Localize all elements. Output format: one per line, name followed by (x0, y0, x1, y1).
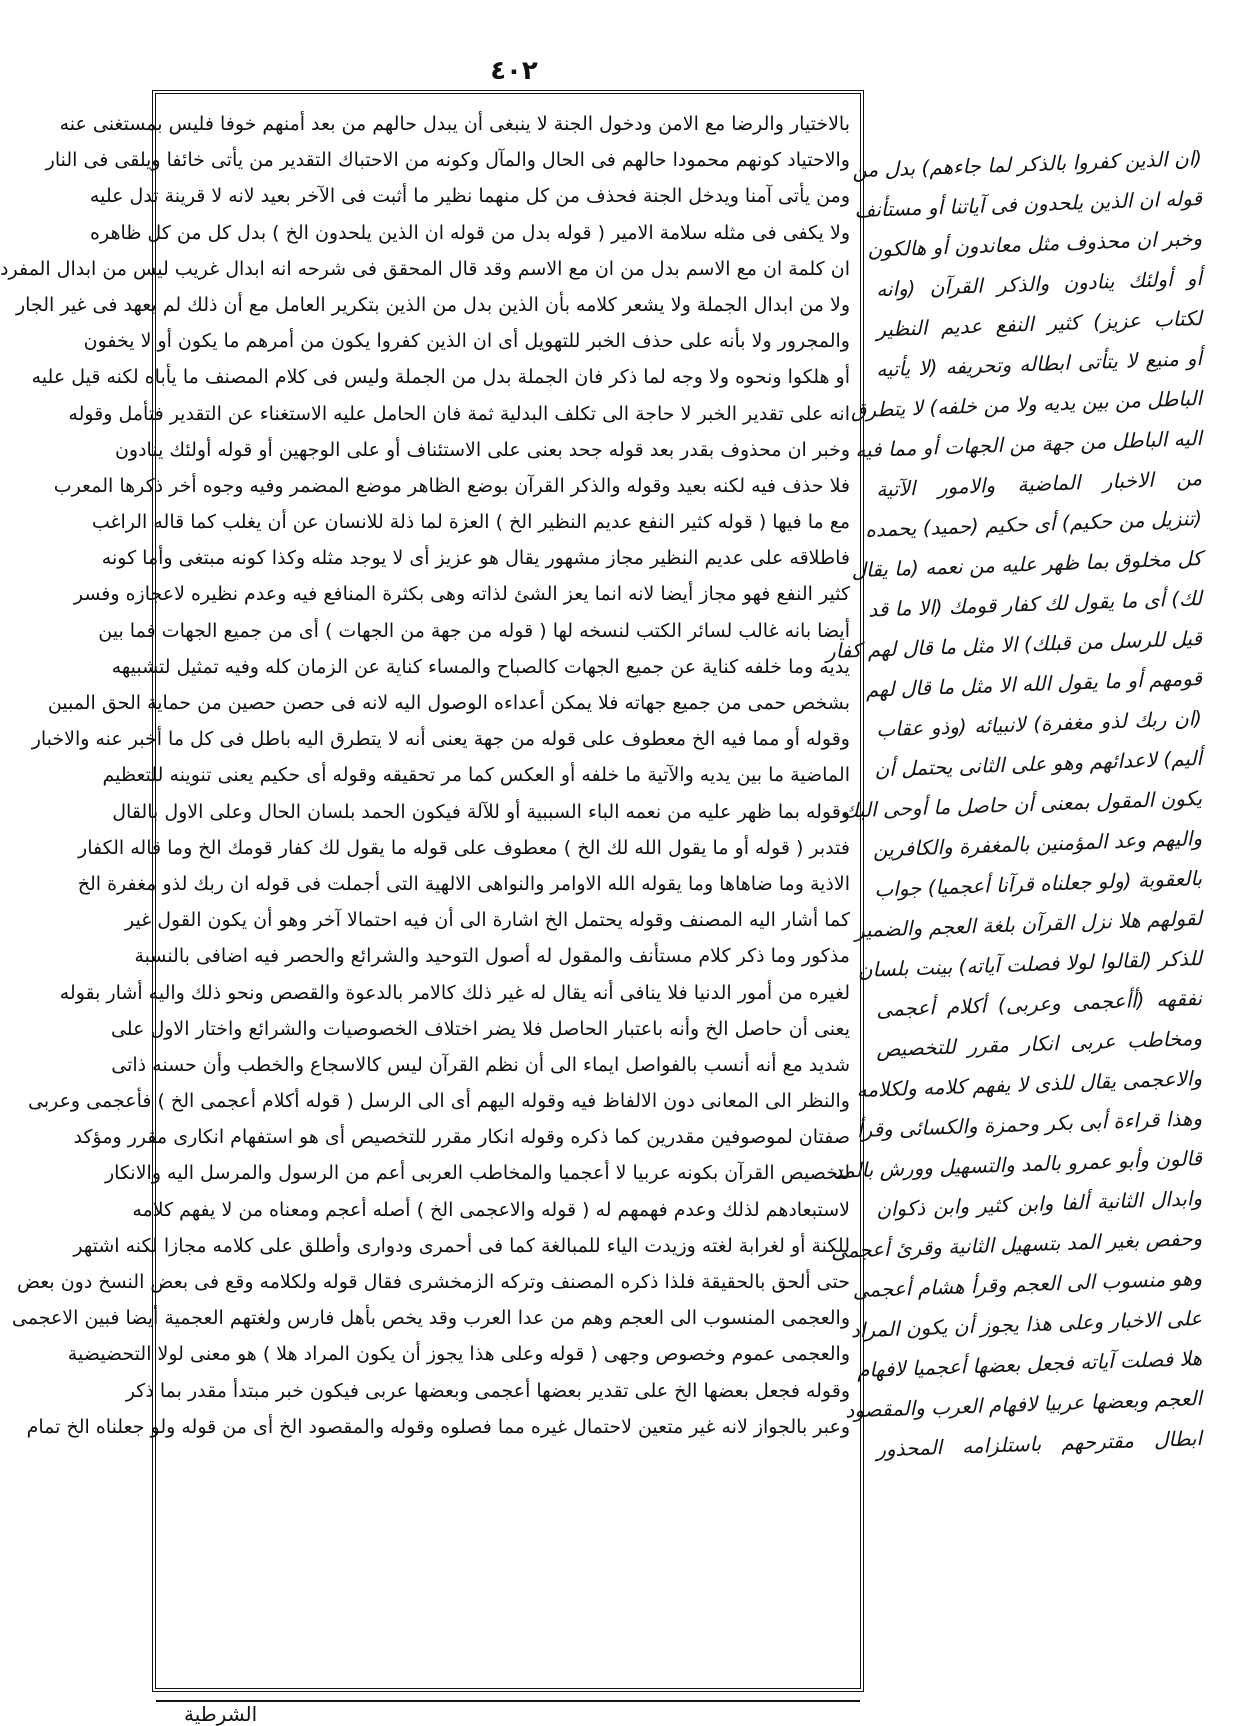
margin-text-line: لقولهم هلا نزل القرآن بلغة العجم والضمير (854, 906, 1203, 943)
margin-text-line: هلا فصلت آياته فجعل بعضها أعجميا لافهام (856, 1346, 1203, 1383)
margin-text-line: وحفص بغير المد بتسهيل الثانية وقرئ أعجمى (830, 1226, 1203, 1263)
main-text-line: بالاختيار والرضا مع الامن ودخول الجنة لا ينبغى أن يبدل حالهم من بعد أمنهم خوفا فليس بمستغنى عنه (59, 113, 850, 135)
main-text-line: والمجرور ولا بأنه على حذف الخبر للتهويل أى ان الذين كفروا يكون من أمرهم ما يكون أو لا يخفون (83, 330, 850, 353)
main-text-line: والعجمى عموم وخصوص وجهى ( قوله وعلى هذا يجوز أن يكون المراد هلا ) هو معنى لولا التحضيضية (67, 1343, 850, 1366)
main-text-line: ان كلمة ان مع الاسم بدل من ان مع الاسم وقد قال المحقق فى شرحه انه ابدال غريب ليس من ابدال المفرد (0, 257, 850, 280)
margin-text-line: أو منيع لا يتأتى ابطاله وتحريفه (لا يأتيه (875, 346, 1203, 382)
margin-text-line: لك) أى ما يقول لك كفار قومك (الا ما قد (867, 586, 1203, 622)
main-text-line: لتخصيص القرآن بكونه عربيا لا أعجميا والمخاطب العربى أعم من الرسول والمرسل اليه والانكار (104, 1162, 850, 1185)
margin-commentary (825, 138, 1203, 1462)
main-text-line: يديه وما خلفه كناية عن جميع الجهات كالصباح والمساء كناية عن الزمان كله وفيه تمثيل لتشبيهه (111, 655, 850, 678)
margin-text-line: (ان ربك لذو مغفرة) لانبيائه (وذو عقاب (875, 706, 1203, 742)
main-text-line: وقوله فجعل بعضها الخ على تقدير بعضها أعجمى وبعضها عربى فيكون خبر مبتدأ مقدر بما ذكر (125, 1379, 850, 1402)
margin-text-line: (تنزيل من حكيم) أى حكيم (حميد) يحمده (864, 506, 1203, 542)
main-text-line: فلا حذف فيه لكنه بعيد وقوله والذكر القرآن بوضع الظاهر موضع المضمر وفيه وجوه أخر ذكرها المعرب (53, 474, 850, 497)
margin-text-line: قيل للرسل من قبلك) الا مثل ما قال لهم كفار (825, 626, 1203, 664)
main-text-line: بشخص حمى من جميع جهاته فلا يمكن أعداءه الوصول اليه لانه فى حصن حصين من حماية الحق المبين (47, 692, 850, 714)
main-text-line: انه على تقدير الخبر لا حاجة الى تكلف البدلية ثمة فان الحامل عليه الاستغناء عن التقدير فتأمل وقوله (68, 402, 850, 425)
main-commentary-text (0, 106, 850, 1445)
margin-text-line: للذكر (لقالوا لولا فصلت آياته) بينت بلسان (857, 946, 1203, 983)
main-text-line: وعبر بالجواز لانه غير متعين لاحتمال غيره مما فصلوه وقوله والمقصود الخ أى من قوله ولو جعلناه الخ تمام (26, 1415, 850, 1438)
margin-text-line: وهو منسوب الى العجم وقرأ هشام أعجمى (852, 1266, 1203, 1303)
margin-text-line: وخبر ان محذوف مثل معاندون أو هالكون (867, 226, 1203, 262)
margin-text-line: نفقهه (أأعجمى وعربى) أكلام أعجمى (875, 986, 1203, 1022)
main-text-line: فاطلاقه على عديم النظير مجاز مشهور يقال هو عزيز أى لا يوجد مثله وكذا كونه مبتغى وأما كونه (101, 547, 850, 570)
main-text-line: أيضا بانه غالب لسائر الكتب لنسخه لها ( قوله من جهة من الجهات ) أى من جميع الجهات فما بين (98, 619, 850, 642)
main-text-line: لاستبعادهم لذلك وعدم فهمهم له ( قوله والاعجمى الخ ) أصله أعجم ومعناه من لا يفهم كلامه (132, 1198, 850, 1221)
margin-text-line: اليه الباطل من جهة من الجهات أو مما فيه (854, 426, 1203, 463)
margin-text-line: بالعقوبة (ولو جعلناه قرآنا أعجميا) جواب (873, 866, 1203, 902)
margin-text-line: (ان الذين كفروا بالذكر لما جاءهم) بدل من (851, 146, 1203, 183)
main-text-line: شديد مع أنه أنسب بالفواصل ايماء الى أن نظم القرآن ليس كالاسجاع والخطب وأن حسنه ذاتى (111, 1053, 850, 1076)
main-text-line: مع ما فيها ( قوله كثير النفع عديم النظير الخ ) العزة لما ذلة للانسان عن أن يغلب كما قاله الراغب (91, 511, 850, 534)
main-text-line: والعجمى المنسوب الى العجم وهم من عدا العرب وقد يخص بأهل فارس ولغتهم العجمية أيضا فبين الاعجمى (11, 1307, 850, 1330)
margin-text-line: واليهم وعد المؤمنين بالمغفرة والكافرين (872, 826, 1203, 862)
margin-text-line: قالون وأبو عمرو بالمد والتسهيل وورش بالمد (832, 1146, 1203, 1183)
main-text-line: الماضية ما بين يديه والآتية ما خلفه أو العكس كما مر تحقيقه وقوله أى حكيم يعنى تنوينه للتعظيم (102, 764, 850, 787)
margin-text-line: وهذا قراءة أبى بكر وحمزة والكسائى وقرأ (856, 1106, 1203, 1143)
main-text-line: صفتان لموصوفين مقدرين كما ذكره وقوله انكار مقرر للتخصيص أى هو استفهام انكارى مقرر ومؤكد (73, 1126, 850, 1149)
main-text-line: والاحتياد كونهم محمودا حالهم فى الحال والمآل وكونه من الاحتباك التقدير من يأتى خائفا ويلقى فى النار (45, 149, 850, 172)
main-text-line: ومن يأتى آمنا ويدخل الجنة فحذف من كل منهما نظير ما أثبت فى الآخر بعيد لانه لا قرينة تدل عليه (89, 185, 850, 208)
margin-text-line: كل مخلوق بما ظهر عليه من نعمه (ما يقال (851, 546, 1203, 583)
main-text-line: الاذية وما ضاهاها وما يقوله الله الاوامر والنواهى الالهية التى أجملت فى قوله ان ربك لذو مغفرة الخ (77, 872, 850, 895)
margin-text-line: لكتاب عزيز) كثير النفع عديم النظير (875, 306, 1203, 342)
margin-text-line: أليم) لاعدائهم وهو على الثانى يحتمل أن (874, 746, 1203, 782)
margin-text-line: من الاخبار الماضية والامور الآتية (875, 466, 1203, 502)
margin-text-line: قومهم أو ما يقول الله الا مثل ما قال لهم (865, 666, 1203, 702)
main-text-line: وخبر ان محذوف بقدر بعد قوله جحد بعنى على الاستئناف أو على الوجهين أو قوله أولئك ينادون (114, 438, 850, 461)
main-text-line: لغيره من أمور الدنيا فلا ينافى أنه يقال له غير ذلك كالامر بالدعوة والقصص ونحو ذلك واليه أشار بقوله (59, 981, 850, 1004)
main-text-line: وقوله بما ظهر عليه من نعمه الباء السببية أو للآلة فيكون الحمد بلسان الحال وعلى الاول بالقال (112, 800, 850, 823)
main-text-line: مذكور وما ذكر كلام مستأنف والمقول له أصول التوحيد والشرائع والحصر فيه اضافى بالنسبة (134, 945, 850, 968)
margin-text-line: العجم وبعضها عربيا لافهام العرب والمقصود (844, 1386, 1203, 1423)
main-text-line: كثير النفع فهو مجاز أيضا لانه انما يعز الشئ لذاته وهى بكثرة المنافع فيه وعدم نظيره لاعجازه وفسر (73, 583, 850, 606)
main-text-frame (0, 90, 864, 1692)
main-text-line: ولا يكفى فى مثله سلامة الامير ( قوله بدل من قوله ان الذين يلحدون الخ ) بدل كل من كل ظاهره (90, 221, 850, 244)
main-text-line: والنظر الى المعانى دون الالفاظ فيه وقوله اليهم أى الى الرسل ( قوله أكلام أعجمى الخ ) فأعجمى وعربى (27, 1090, 850, 1113)
margin-text-line: يكون المقول بمعنى أن حاصل ما أوحى اليك (841, 786, 1203, 823)
margin-text-line: قوله ان الذين يلحدون فى آياتنا أو مستأنف (854, 186, 1203, 223)
main-text-line: حتى ألحق بالحقيقة فلذا ذكره المصنف وتركه الزمخشرى فقال قوله ولكلامه وقع فى بعض النسخ دون بعض (16, 1271, 850, 1293)
main-text-line: فتدبر ( قوله أو ما يقول الله لك الخ ) معطوف على قوله ما يقول لك كفار قومك الخ وما قاله الكفار (78, 836, 850, 859)
main-text-line: كما أشار اليه المصنف وقوله يحتمل الخ اشارة الى أن فيه احتمالا آخر وهو أن يكون القول غير (125, 909, 850, 932)
margin-text-line: ابطال مقترحهم باستلزامه المحذور (875, 1426, 1203, 1462)
margin-text-line: والاعجمى يقال للذى لا يفهم كلامه ولكلامه (856, 1066, 1203, 1103)
main-text-line: يعنى أن حاصل الخ وأنه باعتبار الحاصل فلا يضر اختلاف الخصوصيات والشرائع واختار الاول على (110, 1017, 850, 1040)
main-text-line: ولا من ابدال الجملة ولا يشعر كلامه بأن الذين بدل من الذين بتكرير العامل مع أن ذلك لم يعهد فى غير الجار (16, 293, 850, 316)
margin-text-line: الباطل من بين يديه ولا من خلفه) لا يتطرق (850, 386, 1203, 423)
catchword: الشرطية (184, 1702, 258, 1726)
margin-text-line: على الاخبار وعلى هذا يجوز أن يكون المراد (850, 1306, 1203, 1343)
main-text-line: أو هلكوا ونحوه ولا وجه لما ذكر فان الجملة بدل من الجملة وليس فى كلام المصنف ما يأباه لكنه قيل عليه (31, 366, 850, 389)
main-text-line: للكنة أو لغرابة لغته وزيدت الياء للمبالغة كما فى أحمرى ودوارى وأطلق على كلامه مجازا لكنه اشتهر (73, 1234, 850, 1257)
main-text-line: وقوله أو مما فيه الخ معطوف على قوله من جهة يعنى أنه لا يتطرق اليه باطل فى كل ما أخبر عنه والاخبار (31, 728, 850, 751)
page-number: ٤٠٢ (490, 56, 538, 86)
frame-bottom-rule (156, 1700, 860, 1702)
margin-text-line: وابدال الثانية ألفا وابن كثير وابن ذكوان (875, 1186, 1203, 1222)
margin-text-line: ومخاطب عربى انكار مقرر للتخصيص (875, 1026, 1203, 1062)
margin-text-line: أو أولئك ينادون والذكر القرآن (وانه (875, 266, 1203, 302)
